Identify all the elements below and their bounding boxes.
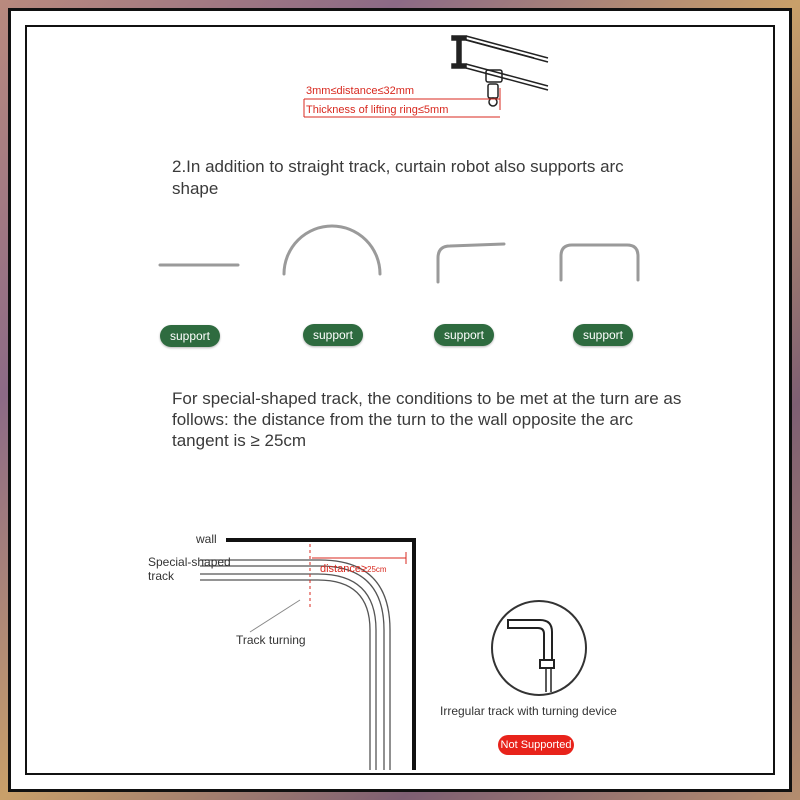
shape-u-curve bbox=[561, 245, 638, 280]
section2-heading: 2.In addition to straight track, curtain robot also supports arc shape bbox=[172, 157, 624, 198]
track-turning-label: Track turning bbox=[236, 633, 306, 647]
track-shapes bbox=[160, 226, 638, 282]
support-badge-u-curve: support bbox=[573, 324, 633, 346]
distance-min-text: distance≥ bbox=[320, 563, 368, 575]
not-supported-badge: Not Supported bbox=[498, 735, 574, 755]
special-track-label-line2: track bbox=[148, 569, 175, 583]
distance-range-label: 3mm≤distance≤32mm bbox=[306, 85, 415, 97]
distance-min-label bbox=[320, 563, 387, 575]
support-badge-l-curve: support bbox=[434, 324, 494, 346]
ring-thickness-label: Thickness of lifting ring≤5mm bbox=[306, 104, 449, 116]
shape-arc bbox=[284, 226, 380, 274]
distance-min-unit: 25cm bbox=[367, 565, 387, 574]
irregular-caption: Irregular track with turning device bbox=[440, 704, 617, 718]
special-track-label-line1: Special-shaped bbox=[148, 555, 231, 569]
support-badge-straight: support bbox=[160, 325, 220, 347]
shape-l-curve bbox=[438, 244, 504, 282]
special-track-label bbox=[148, 555, 231, 583]
wall-label: wall bbox=[196, 532, 217, 546]
special-shape-paragraph: For special-shaped track, the conditions to be met at the turn are as follows: the distance from the turn to the wall opposite the arc tangent is ≥ 25cm bbox=[172, 389, 682, 450]
irregular-device-diagram bbox=[492, 601, 586, 695]
support-badge-arc: support bbox=[303, 324, 363, 346]
